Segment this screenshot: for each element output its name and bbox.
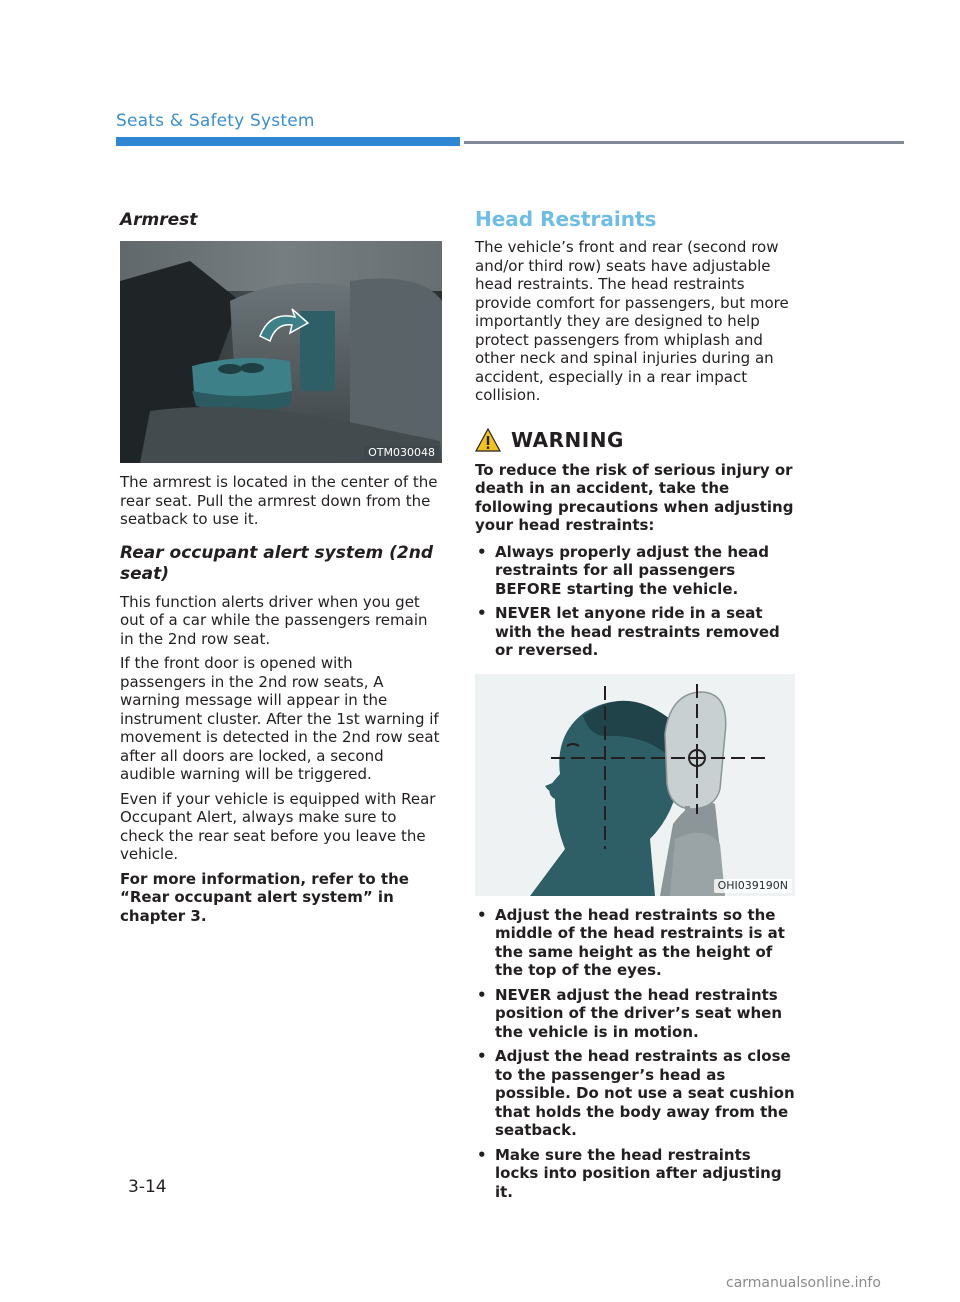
header-accent-bar <box>116 137 460 146</box>
roa-paragraph-2: If the front door is opened with passengers in the 2nd row seats, A warning message will appear in the instrument cluster. After the 1st warning if movement is detected in the 2nd row seat after all doors are locked, a second audible warning will be triggered. <box>120 654 440 783</box>
adjust-item: • Adjust the head restraints as close to the passenger’s head as possible. Do not use a seat cushion that holds the body away from the seatback. <box>475 1047 797 1140</box>
warning-item: • Always properly adjust the head restraints for all passengers BEFORE starting the vehicle. <box>475 543 797 599</box>
warning-title: WARNING <box>511 427 624 452</box>
header-divider-line <box>464 141 904 144</box>
warning-header <box>475 427 797 453</box>
adjust-item: • NEVER adjust the head restraints position of the driver’s seat when the vehicle is in motion. <box>475 986 797 1042</box>
armrest-text: The armrest is located in the center of the rear seat. Pull the armrest down from the seatback to use it. <box>120 473 438 528</box>
armrest-illustration <box>120 241 442 463</box>
warning-item: • NEVER let anyone ride in a seat with the head restraints removed or reversed. <box>475 604 797 660</box>
page-number: 3-14 <box>128 1177 167 1197</box>
head-restraints-intro: The vehicle’s front and rear (second row and/or third row) seats have adjustable head restraints. The head restraints provide comfort for passengers, but more importantly they are designed to help protect passengers from whiplash and other neck and spinal injuries during an accident, especially in a rear impact collision. <box>475 238 789 404</box>
roa-paragraph-4: For more information, refer to the “Rear occupant alert system” in chapter 3. <box>120 869 409 925</box>
adjust-item: • Make sure the head restraints locks into position after adjusting it. <box>475 1146 797 1202</box>
armrest-figure-code: OTM030048 <box>364 446 439 460</box>
armrest-figure <box>120 241 442 463</box>
header-section-title: Seats & Safety System <box>116 111 315 131</box>
adjust-item: • Adjust the head restraints so the middle of the head restraints is at the same height as the height of the top of the eyes. <box>475 906 797 980</box>
roa-paragraph-3: Even if your vehicle is equipped with Rear Occupant Alert, always make sure to check the rear seat before you leave the vehicle. <box>120 789 436 863</box>
warning-list <box>475 543 797 660</box>
warning-triangle-icon <box>475 427 501 453</box>
adjust-list <box>475 906 797 1202</box>
right-column <box>475 206 797 1201</box>
roa-paragraph-1: This function alerts driver when you get out of a car while the passengers remain in the 2nd row seat. <box>120 592 428 648</box>
armrest-heading: Armrest <box>120 210 198 230</box>
head-restraints-heading: Head Restraints <box>475 207 657 231</box>
roa-heading: Rear occupant alert system (2nd seat) <box>120 542 434 584</box>
headrest-diagram <box>475 674 795 896</box>
footer-watermark: carmanualsonline.info <box>726 1275 881 1291</box>
warning-intro: To reduce the risk of serious injury or death in an accident, take the following precautions when adjusting your head restraints: <box>475 460 794 534</box>
headrest-figure-code: OHI039190N <box>714 879 792 893</box>
headrest-figure <box>475 674 795 896</box>
left-column <box>120 206 442 925</box>
